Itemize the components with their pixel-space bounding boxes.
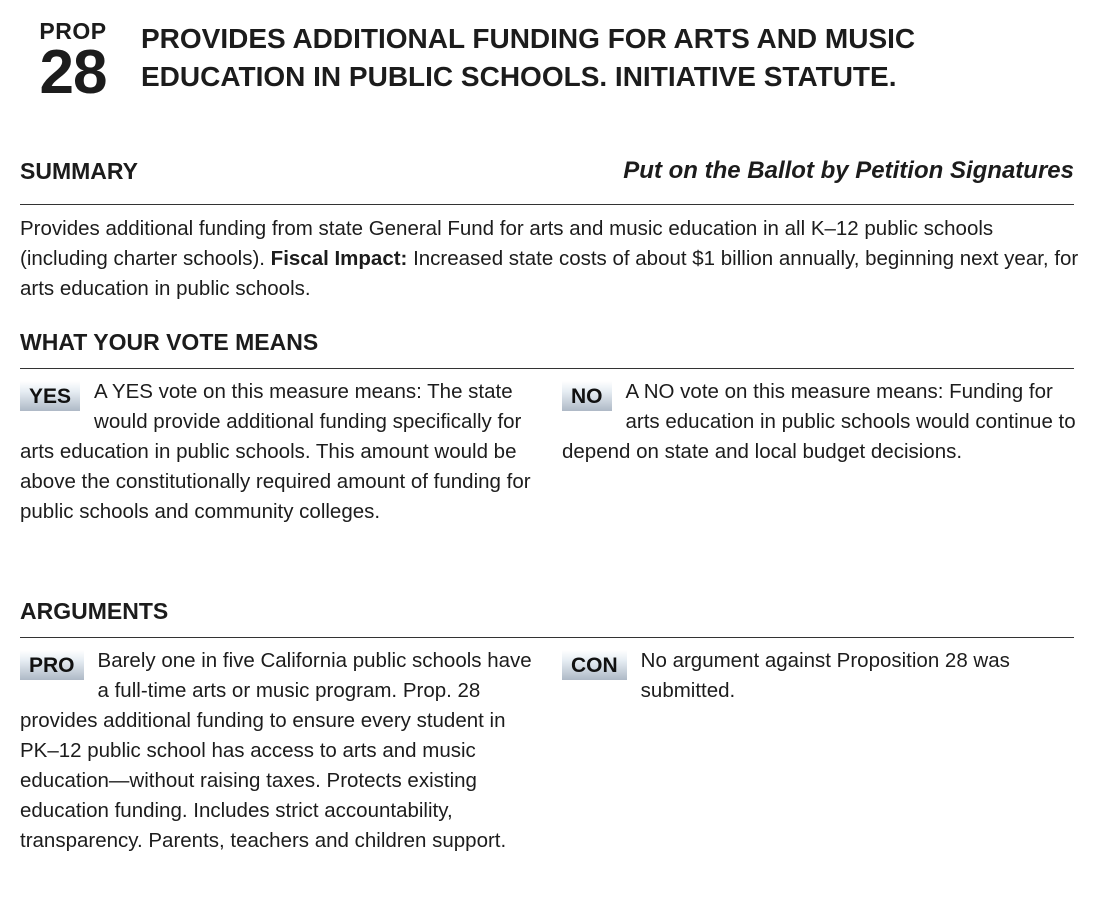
summary-divider	[20, 204, 1074, 205]
yes-text: A YES vote on this measure means: The state would provide additional funding specifically for arts education in public schools. This amount would be above the constitutionally required amount of funding for public schools and community colleges.	[20, 380, 531, 523]
page-title: PROVIDES ADDITIONAL FUNDING FOR ARTS AND MUSIC EDUCATION IN PUBLIC SCHOOLS. INITIATIVE STATUTE.	[141, 23, 916, 92]
vote-divider	[20, 368, 1074, 369]
summary-text	[20, 214, 1080, 304]
arguments-heading: ARGUMENTS	[20, 598, 169, 624]
summary-text-after: Increased state costs of about $1 billion annually, beginning next year, for arts education in public schools.	[20, 247, 1079, 300]
no-badge: NO	[562, 381, 612, 411]
prop-number: 28	[39, 38, 107, 107]
pro-text: Barely one in five California public schools have a full-time arts or music program. Prop. 28 provides additional funding to ensure every student in PK–12 public school has access to arts and music education—without raising taxes. Protects existing education funding. Includes strict accountability, transparency. Parents, teachers and children support.	[20, 649, 532, 852]
fiscal-impact-label: Fiscal Impact:	[270, 247, 408, 270]
con-section	[562, 646, 1082, 706]
pro-section	[20, 646, 540, 856]
no-text: A NO vote on this measure means: Funding for arts education in public schools would continue to depend on state and local budget decisions.	[562, 380, 1076, 463]
prop-label: PROP	[39, 18, 107, 44]
arguments-divider	[20, 637, 1074, 638]
no-section	[562, 377, 1082, 467]
ballot-source: Put on the Ballot by Petition Signatures	[623, 157, 1074, 184]
vote-heading: WHAT YOUR VOTE MEANS	[20, 329, 319, 355]
summary-heading: SUMMARY	[20, 158, 138, 184]
pro-badge: PRO	[20, 650, 84, 680]
yes-badge: YES	[20, 381, 80, 411]
prop-badge	[34, 18, 112, 107]
yes-section	[20, 377, 540, 527]
con-text: No argument against Proposition 28 was submitted.	[640, 649, 1010, 702]
con-badge: CON	[562, 650, 627, 680]
summary-text-before: Provides additional funding from state General Fund for arts and music education in all K–12 public schools (including charter schools).	[20, 217, 994, 270]
